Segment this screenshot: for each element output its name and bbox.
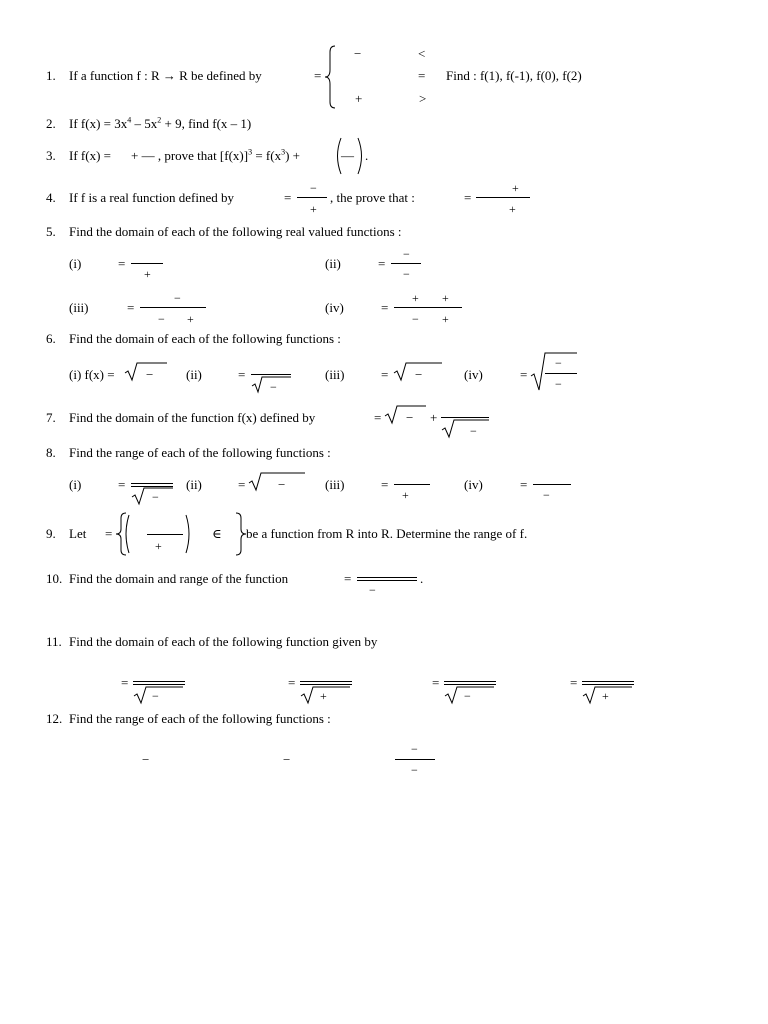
- q1-text: If a function f : R → R be defined by: [69, 68, 262, 83]
- q9-fraction-bar: [147, 534, 183, 535]
- q11-a-sqrt-sign: [133, 686, 185, 706]
- q6-iv-label: (iv): [464, 367, 483, 382]
- q5-i-equals: =: [118, 256, 126, 271]
- q9-number: 9.: [46, 526, 56, 541]
- q5-ii-num: −: [403, 247, 410, 261]
- q4-eq1: =: [284, 190, 292, 205]
- q9-element-of: ∈: [212, 526, 222, 541]
- q7-fraction-bar: [441, 417, 489, 418]
- q5-ii-fraction-bar: [391, 263, 421, 264]
- q11-number: 11.: [46, 634, 62, 649]
- q9-right-brace: [233, 512, 247, 556]
- q10-text: Find the domain and range of the function: [69, 571, 289, 586]
- q5-i-fraction-bar: [131, 263, 163, 264]
- q8-ii-label: (ii): [186, 477, 202, 492]
- q1-find: Find : f(1), f(-1), f(0), f(2): [446, 68, 582, 83]
- q5-iv-num-b: +: [442, 291, 449, 305]
- q2-text-a: If f(x) = 3x: [69, 116, 128, 131]
- q7-op1: −: [406, 410, 414, 425]
- q12-number: 12.: [46, 711, 63, 726]
- q3-text-c: ) +: [285, 148, 300, 163]
- q11-a-op: −: [152, 689, 159, 703]
- q4-text: If f is a real function defined by: [69, 190, 234, 205]
- q6-ii-equals: =: [238, 367, 246, 382]
- q5-iii-label: (iii): [69, 300, 89, 315]
- q8-iii-equals: =: [381, 477, 389, 492]
- q2-text-c: + 9, find f(x – 1): [161, 116, 252, 131]
- q5-ii-equals: =: [378, 256, 386, 271]
- q11-b-op: +: [320, 689, 327, 703]
- q6-iii-equals: =: [381, 367, 389, 382]
- q7-plus: +: [430, 410, 438, 425]
- q10-number: 10.: [46, 571, 63, 586]
- q5-i-label: (i): [69, 256, 82, 271]
- q8-iv-fraction-bar: [533, 484, 571, 485]
- q3-number: 3.: [46, 148, 56, 163]
- q8-iii-den: +: [402, 488, 409, 502]
- q5-iv-label: (iv): [325, 300, 344, 315]
- q6-i-op: −: [146, 367, 154, 382]
- q2-number: 2.: [46, 116, 56, 131]
- q7-sqrt-sign-2: [441, 419, 491, 439]
- q6-iii-op: −: [415, 367, 423, 382]
- q8-ii-sqrt-sign: [248, 472, 306, 492]
- q2-text: [69, 117, 251, 131]
- q9-equals: =: [105, 526, 113, 541]
- q8-iv-label: (iv): [464, 477, 483, 492]
- q8-i-op: −: [152, 490, 159, 504]
- q9-left-paren: [122, 514, 130, 554]
- q9-text-b: be a function from R into R. Determine the range of f.: [246, 526, 528, 541]
- q5-text: Find the domain of each of the following real valued functions :: [69, 224, 402, 239]
- q5-number: 5.: [46, 224, 56, 239]
- q5-ii-den: −: [403, 267, 410, 281]
- q5-iv-den-b: +: [442, 312, 449, 326]
- q11-c-fraction-bar: [444, 681, 496, 685]
- q12-b-op: −: [283, 752, 291, 767]
- q11-d-op: +: [602, 689, 609, 703]
- q6-ii-fraction-bar: [251, 374, 291, 375]
- q8-i-label: (i): [69, 477, 82, 492]
- q8-number: 8.: [46, 445, 56, 460]
- q12-c-fraction-bar: [395, 759, 435, 760]
- q4-den1: +: [310, 202, 317, 216]
- q4-number: 4.: [46, 190, 56, 205]
- q6-text: Find the domain of each of the following functions :: [69, 331, 341, 346]
- q3-text-a: If f(x) =: [69, 148, 111, 163]
- q5-iv-num-a: +: [412, 291, 419, 305]
- q8-i-equals: =: [118, 477, 126, 492]
- q1-row1-cmp: <: [418, 46, 426, 61]
- q3-text-b: = f(x: [252, 148, 282, 163]
- q11-text: Find the domain of each of the following function given by: [69, 634, 378, 649]
- q11-a-equals: =: [121, 675, 129, 690]
- q7-text: Find the domain of the function f(x) defined by: [69, 410, 316, 425]
- q5-iii-den-a: −: [158, 312, 165, 326]
- q10-fraction-bar: [357, 577, 417, 581]
- q5-iii-den-b: +: [187, 312, 194, 326]
- q3-sup-a: 3: [248, 147, 253, 157]
- q2-text-b: – 5x: [131, 116, 158, 131]
- q8-text: Find the range of each of the following functions :: [69, 445, 331, 460]
- q11-c-equals: =: [432, 675, 440, 690]
- q6-iv-equals: =: [520, 367, 528, 382]
- q6-ii-label: (ii): [186, 367, 202, 382]
- q9-text-a: Let: [69, 526, 87, 541]
- q9-den: +: [155, 539, 162, 553]
- q6-iv-num: −: [555, 356, 562, 370]
- q11-b-equals: =: [288, 675, 296, 690]
- q6-iv-den: −: [555, 377, 562, 391]
- q6-iv-fraction-bar: [545, 373, 577, 374]
- q5-iv-equals: =: [381, 300, 389, 315]
- q3-expr: + — , prove that [f(x)]: [131, 148, 249, 163]
- q4-num1: −: [310, 181, 317, 195]
- q8-iv-den: −: [543, 488, 550, 502]
- q3-end-dot: .: [365, 148, 369, 163]
- q8-ii-equals: =: [238, 477, 246, 492]
- q4-mid-text: , the prove that :: [330, 190, 415, 205]
- q1-left-brace: [324, 44, 338, 110]
- q4-num2: +: [512, 181, 519, 195]
- q11-d-equals: =: [570, 675, 578, 690]
- q5-i-den: +: [144, 267, 151, 281]
- q8-iv-equals: =: [520, 477, 528, 492]
- q7-number: 7.: [46, 410, 56, 425]
- q2-sup-b: 2: [157, 115, 162, 125]
- q3-text: [131, 149, 300, 163]
- q3-paren-minus: —: [341, 148, 354, 163]
- q10-equals: =: [344, 571, 352, 586]
- q6-i-label: (i) f(x) =: [69, 367, 115, 382]
- q8-iii-fraction-bar: [394, 484, 430, 485]
- q8-ii-op: −: [278, 477, 286, 492]
- q4-fraction-bar-1: [297, 197, 327, 198]
- q6-ii-op: −: [270, 380, 277, 394]
- q4-den2: +: [509, 202, 516, 216]
- q1-row3-op: +: [355, 91, 363, 106]
- q5-ii-label: (ii): [325, 256, 341, 271]
- q4-fraction-bar-2: [476, 197, 530, 198]
- q4-eq2: =: [464, 190, 472, 205]
- q9-right-paren: [185, 514, 193, 554]
- q7-op2: −: [470, 424, 477, 438]
- q1-row1-op: −: [354, 46, 362, 61]
- q5-iii-equals: =: [127, 300, 135, 315]
- q1-row3-cmp: >: [419, 91, 427, 106]
- q5-iv-fraction-bar: [394, 307, 462, 308]
- q6-number: 6.: [46, 331, 56, 346]
- q12-a-op: −: [142, 752, 150, 767]
- q10-den: −: [369, 583, 376, 597]
- q3-sup-b: 3: [281, 147, 286, 157]
- q7-equals: =: [374, 410, 382, 425]
- q1-row2-cmp: =: [418, 68, 426, 83]
- q12-c-den: −: [411, 763, 418, 777]
- q6-iv-sqrt-sign: [530, 352, 578, 392]
- q5-iv-den-a: −: [412, 312, 419, 326]
- q1-equals: =: [314, 68, 322, 83]
- q1-number: 1.: [46, 68, 56, 83]
- q8-iii-label: (iii): [325, 477, 345, 492]
- q11-b-fraction-bar: [300, 681, 352, 685]
- q11-c-op: −: [464, 689, 471, 703]
- q12-c-num: −: [411, 742, 418, 756]
- q11-a-fraction-bar: [133, 681, 185, 685]
- q6-iii-label: (iii): [325, 367, 345, 382]
- q5-iii-num: −: [174, 291, 181, 305]
- q2-sup-a: 4: [127, 115, 132, 125]
- q5-iii-fraction-bar: [140, 307, 206, 308]
- q12-text: Find the range of each of the following functions :: [69, 711, 331, 726]
- q11-d-fraction-bar: [582, 681, 634, 685]
- q10-end-dot: .: [420, 571, 424, 586]
